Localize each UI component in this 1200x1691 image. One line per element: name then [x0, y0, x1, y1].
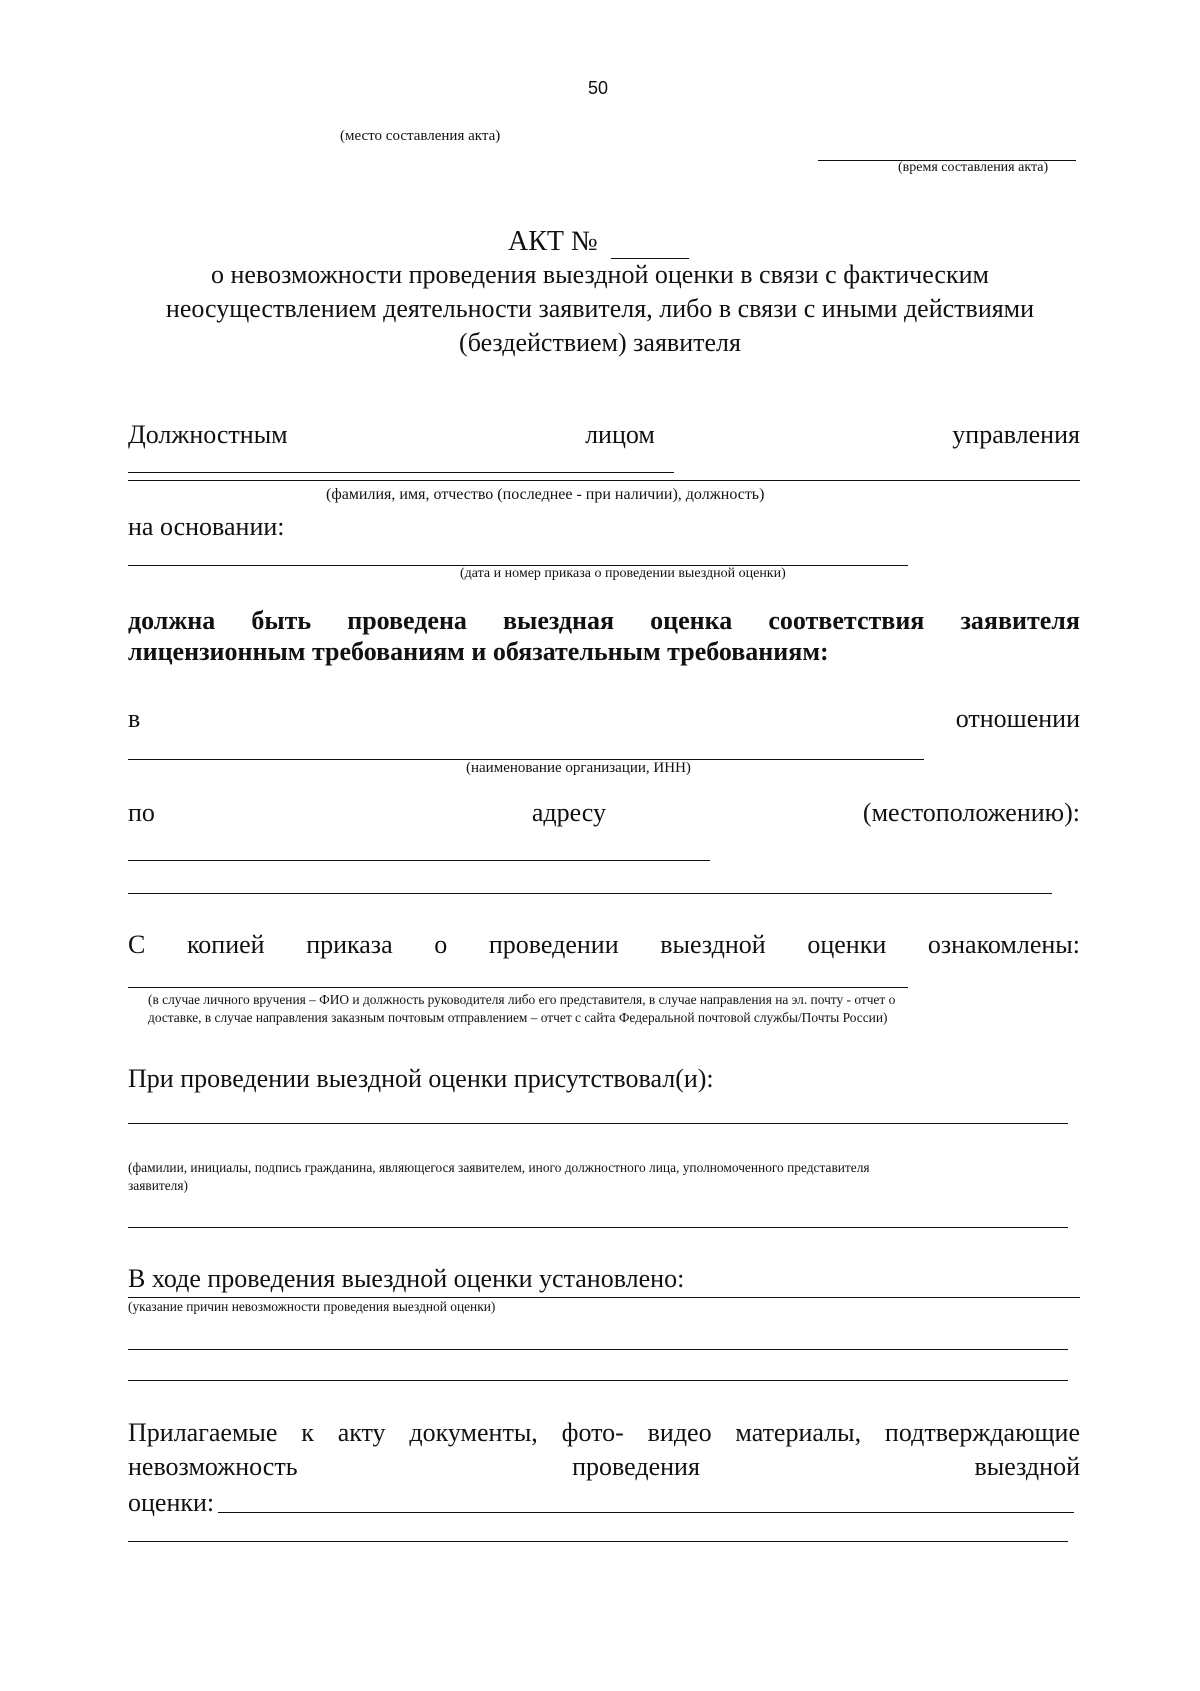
attachments-line-2-blank: [128, 1541, 1068, 1542]
acquainted-caption-1: (в случае личного вручения – ФИО и должность руководителя либо его представителя, в случае направления на эл. почту - отчет о: [148, 992, 896, 1007]
official-word-3: управления: [952, 420, 1080, 449]
assessment-word-3: проведена: [347, 606, 467, 635]
official-line-short: [128, 472, 674, 473]
address-word-1: по: [128, 798, 155, 827]
present-line-2: [128, 1227, 1068, 1228]
act-title: [508, 226, 689, 259]
official-word-2: лицом: [585, 420, 655, 449]
established-caption: (указание причин невозможности проведения выездной оценки): [128, 1299, 496, 1314]
acquainted-row: [128, 930, 1080, 960]
official-word-1: Должностным: [128, 420, 288, 449]
acquainted-caption-2: доставке, в случае направления заказным почтовым отправлением – отчет с сайта Федеральной почтовой службы/Почты России): [148, 1010, 888, 1025]
established-line-2: [128, 1349, 1068, 1350]
address-word-3: (местоположению):: [862, 798, 1080, 827]
assessment-line-1: [128, 606, 1080, 636]
address-word-2: адресу: [531, 798, 606, 827]
time-caption: (время составления акта): [898, 160, 1049, 175]
established-label: В ходе проведения выездной оценки установлено:: [128, 1264, 685, 1293]
acquainted-word-5: проведении: [488, 930, 619, 959]
attachments-line-2: [128, 1452, 1080, 1482]
regarding-caption: (наименование организации, ИНН): [466, 760, 691, 776]
acquainted-word-6: выездной: [660, 930, 766, 959]
acquainted-line: [128, 987, 908, 988]
assessment-word-4: выездная: [503, 606, 615, 635]
title-line-2: неосуществлением деятельности заявителя, либо в связи с иными действиями: [165, 294, 1035, 323]
present-label: При проведении выездной оценки присутствовал(и):: [128, 1064, 714, 1093]
established-line: [128, 1297, 1080, 1298]
acquainted-word-3: приказа: [306, 930, 393, 959]
place-caption: (место составления акта): [340, 128, 501, 144]
title-line-3: (бездействием) заявителя: [459, 328, 741, 357]
title-line-1: о невозможности проведения выездной оценки в связи с фактическим: [211, 260, 989, 289]
official-row: [128, 420, 1080, 450]
assessment-word-6: соответствия: [768, 606, 925, 635]
regarding-row: [128, 704, 1080, 734]
acquainted-word-4: о: [434, 930, 448, 959]
assessment-word-7: заявителя: [960, 606, 1080, 635]
assessment-word-1: должна: [128, 606, 216, 635]
regarding-word-1: в: [128, 704, 141, 733]
attachments-line-1: Прилагаемые к акту документы, фото- видео материалы, подтверждающие: [128, 1418, 1080, 1447]
attachments-line-3: оценки:: [128, 1488, 215, 1517]
address-line-2: [128, 893, 1052, 894]
attachments-line: [218, 1512, 1074, 1513]
official-caption: (фамилия, имя, отчество (последнее - при наличии), должность): [326, 486, 765, 503]
attachments-word-1: невозможность: [128, 1452, 298, 1481]
acquainted-word-7: оценки: [807, 930, 887, 959]
act-label: АКТ №: [508, 226, 598, 257]
address-row: [128, 798, 1080, 828]
assessment-line-2: лицензионным требованиям и обязательным требованиям:: [128, 637, 829, 666]
attachments-word-3: выездной: [974, 1452, 1080, 1481]
acquainted-word-2: копией: [186, 930, 265, 959]
present-line: [128, 1123, 1068, 1124]
acquainted-word-1: С: [128, 930, 146, 959]
basis-caption: (дата и номер приказа о проведении выездной оценки): [460, 566, 786, 581]
address-line-1: [128, 860, 710, 861]
regarding-word-2: отношении: [955, 704, 1080, 733]
official-line: [128, 480, 1080, 481]
assessment-word-2: быть: [251, 606, 312, 635]
assessment-word-5: оценка: [650, 606, 733, 635]
present-caption-1: (фамилии, инициалы, подпись гражданина, являющегося заявителем, иного должностного лица, уполномоченного представителя: [128, 1160, 870, 1175]
present-caption-2: заявителя): [128, 1178, 188, 1193]
attachments-word-2: проведения: [572, 1452, 700, 1481]
established-line-3: [128, 1380, 1068, 1381]
basis-label: на основании:: [128, 512, 285, 541]
page-number: 50: [588, 78, 609, 98]
acquainted-word-8: ознакомлены:: [927, 930, 1080, 959]
act-number-blank: [611, 226, 689, 259]
